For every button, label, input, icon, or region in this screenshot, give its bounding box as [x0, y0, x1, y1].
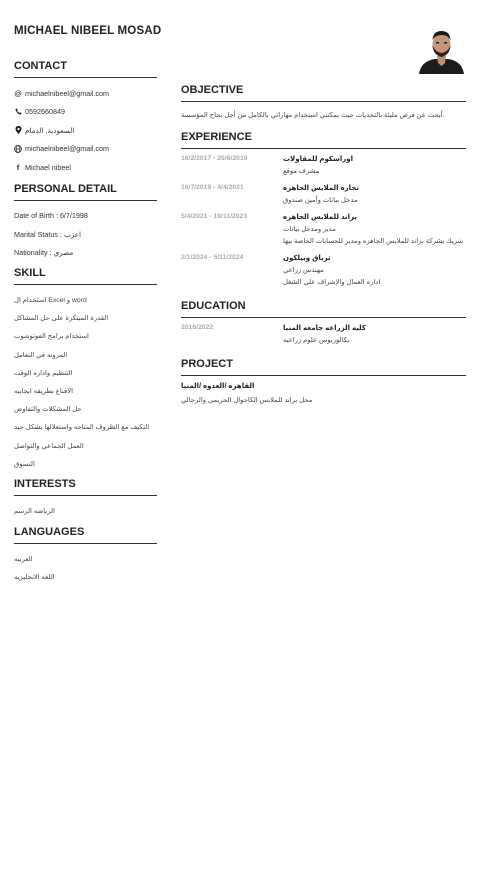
entry-date: 2/1/2024 - 5/11/2024 — [181, 254, 244, 261]
experience-entry — [181, 155, 466, 175]
contact-item[interactable]: michaelnibeel@gmail.com — [14, 140, 157, 159]
skill-item: التسوق — [14, 460, 35, 468]
language-item: اللغه الانجليزيه — [14, 574, 55, 582]
entry-date: 16/2/2017 - 25/6/2019 — [181, 155, 248, 162]
interests-heading: INTERESTS — [14, 478, 157, 496]
entry-title: براند للملابس الجاهزه — [283, 214, 358, 221]
experience-heading: EXPERIENCE — [181, 131, 466, 149]
education-entry — [181, 324, 466, 344]
skill-item: التنظيم واداره الوقت — [14, 369, 73, 377]
education-heading: EDUCATION — [181, 300, 466, 318]
contact-item[interactable]: 0592660849 — [14, 103, 157, 122]
contact-item[interactable]: @ michaelnibeel@gmail.com — [14, 88, 109, 98]
experience-entry — [181, 254, 466, 286]
entry-detail: مهندس زراعي — [283, 267, 324, 274]
skill-item: العمل الجماعي والتواصل — [14, 442, 84, 450]
entry-detail: مدير ومدخل بيانات — [283, 226, 336, 233]
left-column — [14, 60, 157, 586]
contact-item[interactable]: f Michael nibeel — [14, 158, 157, 177]
right-column — [181, 84, 466, 404]
project-heading: PROJECT — [181, 358, 466, 376]
interest-item: الرياضه الرسم — [14, 507, 55, 515]
entry-title: تجاره الملابس الجاهزه — [283, 185, 359, 192]
skill-item: القدرة المبتكرة على حل المشاكل — [14, 315, 109, 323]
date-of-birth: Date of Birth : 6/7/1998 — [14, 211, 88, 221]
avatar — [417, 26, 466, 74]
skill-list — [14, 291, 157, 473]
entry-title: كليه الزراعه جامعه المنيا — [283, 325, 366, 332]
facebook-icon: f — [16, 162, 20, 172]
marital-status: Marital Status : اعزب — [14, 229, 81, 239]
entry-date: 16/7/2019 - 4/4/2021 — [181, 184, 244, 191]
skill-item: المرونه في التعامل — [14, 351, 68, 359]
skill-item: التكيف مع الظروف المتاحه واستغلالها بشكل جيد — [14, 424, 150, 432]
contact-list — [14, 84, 157, 177]
skill-item: استخدام برامج الفوتوشوب — [14, 333, 89, 341]
phone-icon — [14, 108, 22, 115]
entry-detail: مشرف موقع — [283, 168, 320, 175]
entry-detail: شريك بشركة براند للملابس الجاهزه ومدير للحسابات الخاصة بيها — [283, 238, 464, 245]
languages-heading: LANGUAGES — [14, 526, 157, 544]
project-title: القاهره /العدوه /المنيا — [181, 383, 255, 390]
entry-title: ترياق وبيلكون — [283, 255, 331, 262]
experience-entry — [181, 213, 466, 245]
contact-item: السعودية, الدمام — [14, 121, 157, 140]
entry-detail: مدخل بيانات وأمين صندوق — [283, 197, 358, 204]
contact-heading: CONTACT — [14, 60, 157, 78]
entry-detail: اداره العمال والإشراف علي الشغل — [283, 279, 381, 286]
location-icon — [14, 126, 22, 134]
language-item: العربيه — [14, 556, 33, 564]
project-detail: محل براند للملابس الكاجوال الحريمي والرجالي — [181, 397, 313, 404]
entry-title: اوراسكوم للمقاولات — [283, 156, 354, 163]
at-icon: @ — [14, 88, 22, 98]
objective-heading: OBJECTIVE — [181, 84, 466, 102]
skill-item: الاقناع بطريقه ايجابيه — [14, 388, 73, 396]
objective-text: أبحث عن فرص مليئة بالتحديات حيث يمكنني استخدام مهاراتي بالكامل من أجل نجاح المؤسسة. — [181, 112, 445, 119]
skill-item: حل المشكلات والتفاوض — [14, 406, 82, 414]
candidate-name: MICHAEL NIBEEL MOSAD — [14, 25, 162, 37]
experience-entry — [181, 184, 466, 204]
experience-list — [181, 155, 466, 286]
entry-date: 2016/2022 — [181, 324, 214, 331]
entry-detail: بكالوريوس علوم زراعيه — [283, 337, 350, 344]
personal-detail-list — [14, 207, 157, 263]
globe-icon — [14, 145, 22, 153]
profile-photo — [417, 26, 466, 74]
personal-detail-heading: PERSONAL DETAIL — [14, 183, 157, 201]
skill-heading: SKILL — [14, 267, 157, 285]
nationality: Nationality : مصري — [14, 248, 74, 258]
entry-date: 5/4/2021 - 19/11/2023 — [181, 213, 248, 220]
skill-item: استخدام ال Excel و word — [14, 297, 87, 305]
